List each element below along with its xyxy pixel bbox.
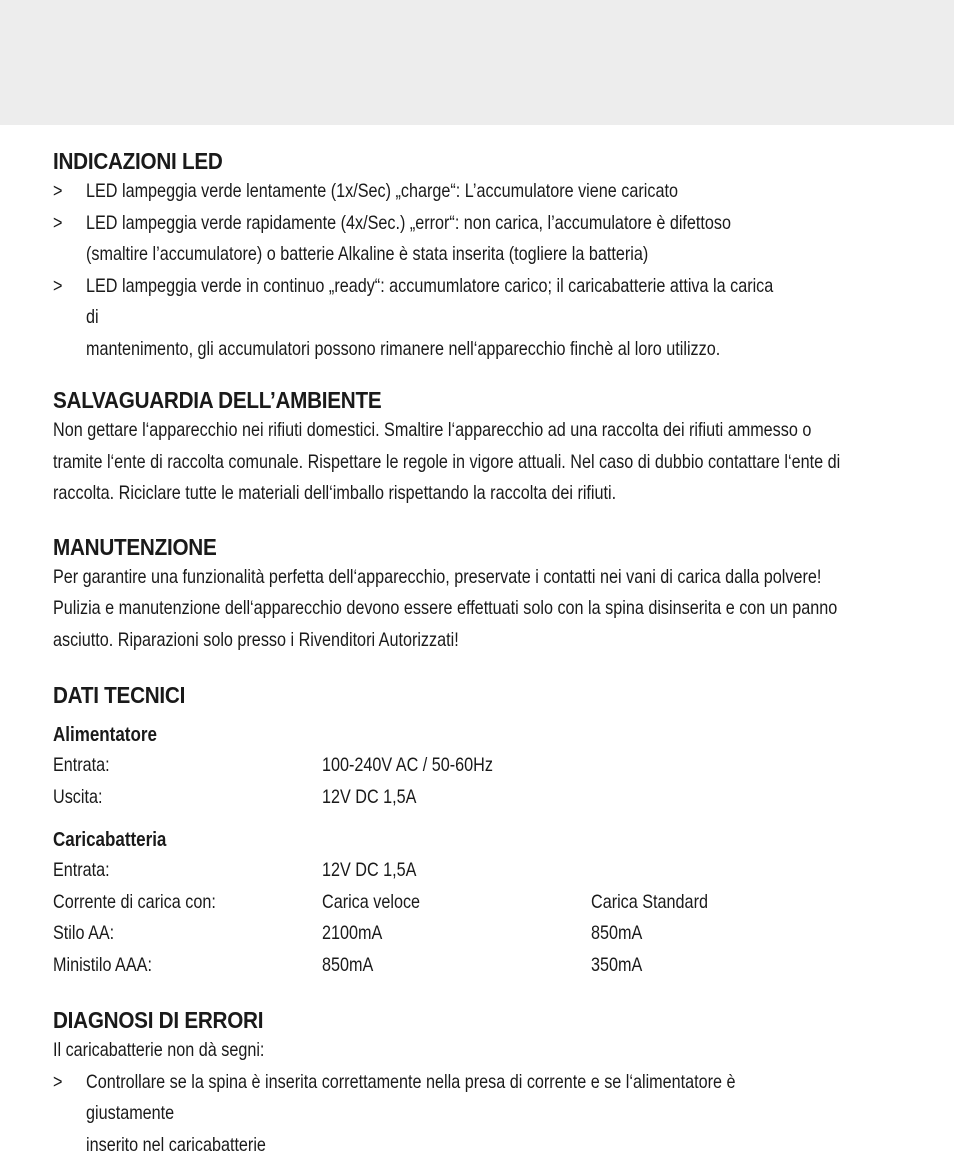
spec-value: 12V DC 1,5A	[322, 785, 417, 808]
spec-value: 100-240V AC / 50-60Hz	[322, 754, 493, 776]
spec-label: Uscita:	[53, 785, 103, 808]
diagnosis-intro: Il caricabatterie non dà segni:	[53, 1039, 265, 1061]
text-line: tramite l‘ente di raccolta comunale. Rispettare le regole in vigore attuali. Nel caso di dubbio contattare l‘ente di	[53, 450, 841, 473]
text-line: inserito nel caricabatterie	[86, 1133, 266, 1156]
spec-value: 850mA	[322, 953, 374, 976]
spec-label: Stilo AA:	[53, 922, 115, 944]
text-line: LED lampeggia verde lentamente (1x/Sec) „charge“: L’accumulatore viene caricato	[86, 180, 678, 202]
spec-value: Carica Standard	[591, 890, 708, 913]
charger-table	[53, 855, 923, 981]
spec-value: Carica veloce	[322, 890, 421, 913]
spec-value: 350mA	[591, 953, 643, 976]
table-row	[53, 918, 923, 950]
text-line: raccolta. Riciclare tutte le materiali dell‘imballo rispettando la raccolta dei rifiuti.	[53, 482, 617, 504]
table-row	[53, 782, 923, 814]
charger-title: Caricabatteria	[53, 829, 167, 851]
spec-label: Entrata:	[53, 754, 110, 776]
table-row	[53, 855, 923, 887]
environment-heading: SALVAGUARDIA DELL’AMBIENTE	[53, 387, 382, 413]
spec-value: 12V DC 1,5A	[322, 859, 417, 881]
bullet-icon: >	[53, 1070, 63, 1093]
text-line: mantenimento, gli accumulatori possono rimanere nell‘apparecchio finchè al loro utilizzo.	[86, 337, 721, 360]
spec-label: Entrata:	[53, 859, 110, 881]
bullet-icon: >	[53, 211, 63, 234]
list-item	[53, 208, 923, 271]
bullet-icon: >	[53, 274, 63, 297]
list-item	[53, 1067, 923, 1162]
text-line: LED lampeggia verde in continuo „ready“: accumumlatore carico; il caricabatterie attiva la carica di	[86, 274, 774, 328]
spec-value: 850mA	[591, 922, 643, 944]
maintenance-text	[53, 562, 920, 657]
bullet-icon: >	[53, 180, 63, 202]
table-row	[53, 750, 923, 782]
text-line: Pulizia e manutenzione dell‘apparecchio devono essere effettuati solo con la spina disinserita e con un panno	[53, 597, 838, 619]
tech-heading: DATI TECNICI	[53, 682, 186, 708]
text-line: LED lampeggia verde rapidamente (4x/Sec.) „error“: non carica, l’accumulatore è difettoso	[86, 211, 732, 234]
text-line: Non gettare l‘apparecchio nei rifiuti domestici. Smaltire l‘apparecchio ad una raccolta dei rifiuti ammesso o	[53, 419, 812, 441]
environment-text	[53, 415, 920, 510]
power-supply-table	[53, 750, 923, 813]
list-item	[53, 176, 923, 208]
power-supply-title: Alimentatore	[53, 724, 157, 746]
header-band	[0, 0, 954, 125]
manual-page	[53, 125, 923, 1161]
spec-label: Corrente di carica con:	[53, 890, 216, 913]
text-line: Controllare se la spina è inserita correttamente nella presa di corrente e se l‘alimentatore è giustamente	[86, 1070, 736, 1124]
text-line: Per garantire una funzionalità perfetta dell‘apparecchio, preservate i contatti nei vani di carica dalla polvere!	[53, 565, 822, 588]
list-item	[53, 271, 923, 366]
text-line: asciutto. Riparazioni solo presso i Rivenditori Autorizzati!	[53, 628, 459, 651]
table-row	[53, 887, 923, 919]
diagnosis-heading: DIAGNOSI DI ERRORI	[53, 1007, 264, 1033]
maintenance-heading: MANUTENZIONE	[53, 533, 217, 560]
led-heading: INDICAZIONI LED	[53, 148, 223, 174]
led-list	[53, 176, 923, 365]
table-row	[53, 950, 923, 982]
spec-label: Ministilo AAA:	[53, 953, 152, 976]
spec-value: 2100mA	[322, 922, 383, 944]
text-line: (smaltire l’accumulatore) o batterie Alkaline è stata inserita (togliere la batteria)	[86, 243, 649, 265]
